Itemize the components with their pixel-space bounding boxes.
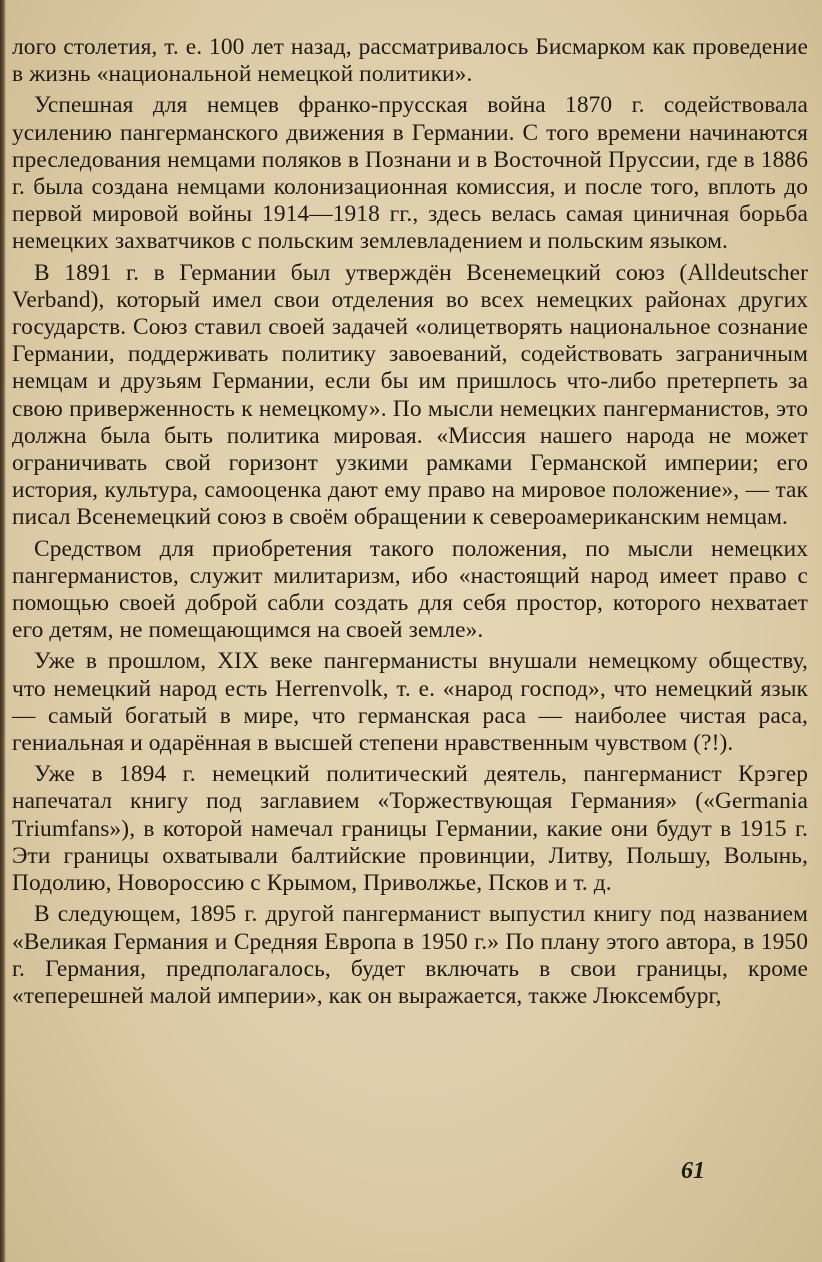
- paragraph-3: В 1891 г. в Германии был утверждён Всенемецкий союз (Alldeutscher Verband), который имел свои отделения во всех немецких районах других государств. Союз ставил своей задачей «олицетворять национальное сознание Германии, поддерживать политику завоеваний, содействовать заграничным немцам и друзьям Германии, если бы им пришлось что-либо претерпеть за свою приверженность к немецкому». По мысли немецких пангерманистов, это должна была быть политика мировая. «Миссия нашего народа не может ограничивать свой горизонт узкими рамками Германской империи; его история, культура, самооценка дают ему право на мировое положение», — так писал Всенемецкий союз в своём обращении к североамериканским немцам.: [12, 259, 808, 531]
- paragraph-2: Успешная для немцев франко-прусская война 1870 г. содействовала усилению пангерманского движения в Германии. С того времени начинаются преследования немцами поляков в Познани и в Восточной Пруссии, где в 1886 г. была создана немцами колонизационная комиссия, и после того, вплоть до первой мировой войны 1914—1918 гг., здесь велась самая циничная борьба немецких захватчиков с польским землевладением и польским языком.: [12, 92, 808, 255]
- body-text: [12, 34, 808, 1014]
- paragraph-7: В следующем, 1895 г. другой пангерманист выпустил книгу под названием «Великая Германия и Средняя Европа в 1950 г.» По плану этого автора, в 1950 г. Германия, предполагалось, будет включать в свои границы, кроме «теперешней малой империи», как он выражается, также Люксембург,: [12, 901, 808, 1009]
- paragraph-1: лого столетия, т. е. 100 лет назад, рассматривалось Бисмарком как проведение в жизнь «национальной немецкой политики».: [12, 34, 808, 88]
- paragraph-5: Уже в прошлом, XIX веке пангерманисты внушали немецкому обществу, что немецкий народ есть Herrenvolk, т. е. «народ господ», что немецкий язык — самый богатый в мире, что германская раса — наиболее чистая раса, гениальная и одарённая в высшей степени нравственным чувством (?!).: [12, 648, 808, 757]
- page-number: 61: [681, 1158, 705, 1184]
- paragraph-6: Уже в 1894 г. немецкий политический деятель, пангерманист Крэгер напечатал книгу под заглавием «Торжествующая Германия» («Germania Triumfans»), в которой намечал границы Германии, какие они будут в 1915 г. Эти границы охватывали балтийские провинции, Литву, Польшу, Волынь, Подолию, Новороссию с Крымом, Приволжье, Псков и т. д.: [12, 761, 808, 897]
- page-spine-shadow: [0, 0, 6, 1262]
- paragraph-4: Средством для приобретения такого положения, по мысли немецких пангерманистов, служит милитаризм, ибо «настоящий народ имеет право с помощью своей доброй сабли создать для себя простор, которого нехватает его детям, не помещающимся на своей земле».: [12, 535, 808, 644]
